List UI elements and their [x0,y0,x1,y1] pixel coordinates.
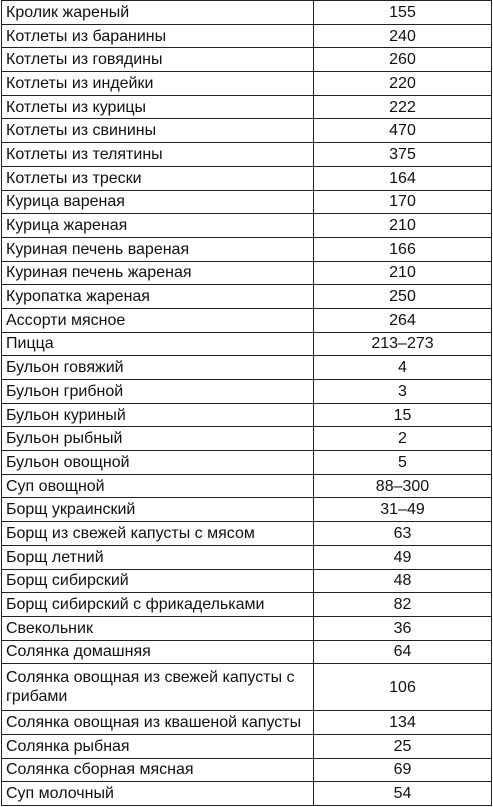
calorie-value: 5 [314,451,492,475]
calorie-value: 164 [314,166,492,190]
dish-name: Суп молочный [2,782,314,806]
table-row [2,616,492,640]
dish-name: Котлеты из индейки [2,72,314,96]
calorie-value: 3 [314,380,492,404]
dish-name: Суп овощной [2,474,314,498]
calorie-value: 220 [314,72,492,96]
table-row [2,734,492,758]
calorie-value: 134 [314,711,492,735]
calorie-value: 15 [314,403,492,427]
table-row [2,522,492,546]
calorie-value: 375 [314,143,492,167]
calorie-value: 69 [314,758,492,782]
calorie-value: 88–300 [314,474,492,498]
dish-name: Солянка рыбная [2,734,314,758]
table-row [2,427,492,451]
dish-name: Бульон куриный [2,403,314,427]
table-row [2,166,492,190]
table-row [2,143,492,167]
calorie-value: 250 [314,285,492,309]
dish-name: Бульон говяжий [2,356,314,380]
table-row [2,640,492,664]
table-row [2,498,492,522]
table-row [2,474,492,498]
calorie-value: 210 [314,214,492,238]
dish-name: Котлеты из телятины [2,143,314,167]
table-row [2,237,492,261]
dish-name: Котлеты из трески [2,166,314,190]
table-row [2,95,492,119]
dish-name: Борщ сибирский [2,569,314,593]
table-row [2,664,492,711]
dish-name: Куриная печень жареная [2,261,314,285]
table-row [2,569,492,593]
dish-name: Солянка овощная из свежей капусты с грибами [2,664,314,711]
table-row [2,214,492,238]
table-row [2,119,492,143]
calorie-value: 470 [314,119,492,143]
table-row [2,758,492,782]
calorie-value: 106 [314,664,492,711]
dish-name: Куропатка жареная [2,285,314,309]
calorie-value: 210 [314,261,492,285]
dish-name: Котлеты из свинины [2,119,314,143]
calorie-value: 2 [314,427,492,451]
dish-name: Борщ сибирский с фрикадельками [2,593,314,617]
table-row [2,782,492,806]
dish-name: Кролик жареный [2,1,314,25]
calorie-value: 31–49 [314,498,492,522]
calorie-value: 213–273 [314,332,492,356]
dish-name: Курица жареная [2,214,314,238]
table-row [2,1,492,25]
calorie-value: 48 [314,569,492,593]
dish-name: Бульон грибной [2,380,314,404]
table-row [2,593,492,617]
table-row [2,451,492,475]
calorie-value: 260 [314,48,492,72]
dish-name: Бульон рыбный [2,427,314,451]
dish-name: Курица вареная [2,190,314,214]
dish-name: Борщ летний [2,545,314,569]
calorie-value: 155 [314,1,492,25]
table-row [2,332,492,356]
calorie-value: 63 [314,522,492,546]
table-row [2,308,492,332]
table-row [2,380,492,404]
calorie-value: 166 [314,237,492,261]
calorie-table [1,0,492,806]
dish-name: Бульон овощной [2,451,314,475]
table-row [2,261,492,285]
calorie-value: 264 [314,308,492,332]
dish-name: Котлеты из баранины [2,24,314,48]
dish-name: Солянка овощная из квашеной капусты [2,711,314,735]
dish-name: Борщ из свежей капусты с мясом [2,522,314,546]
calorie-value: 25 [314,734,492,758]
table-row [2,356,492,380]
calorie-value: 4 [314,356,492,380]
dish-name: Солянка сборная мясная [2,758,314,782]
calorie-value: 64 [314,640,492,664]
calorie-value: 54 [314,782,492,806]
table-row [2,403,492,427]
dish-name: Котлеты из говядины [2,48,314,72]
dish-name: Солянка домашняя [2,640,314,664]
calorie-value: 82 [314,593,492,617]
dish-name: Пицца [2,332,314,356]
table-row [2,48,492,72]
calorie-value: 170 [314,190,492,214]
table-row [2,190,492,214]
calorie-value: 49 [314,545,492,569]
table-row [2,545,492,569]
table-row [2,711,492,735]
dish-name: Свекольник [2,616,314,640]
calorie-value: 36 [314,616,492,640]
calorie-value: 222 [314,95,492,119]
table-row [2,285,492,309]
dish-name: Борщ украинский [2,498,314,522]
calorie-value: 240 [314,24,492,48]
table-row [2,72,492,96]
dish-name: Котлеты из курицы [2,95,314,119]
table-row [2,24,492,48]
dish-name: Ассорти мясное [2,308,314,332]
dish-name: Куриная печень вареная [2,237,314,261]
